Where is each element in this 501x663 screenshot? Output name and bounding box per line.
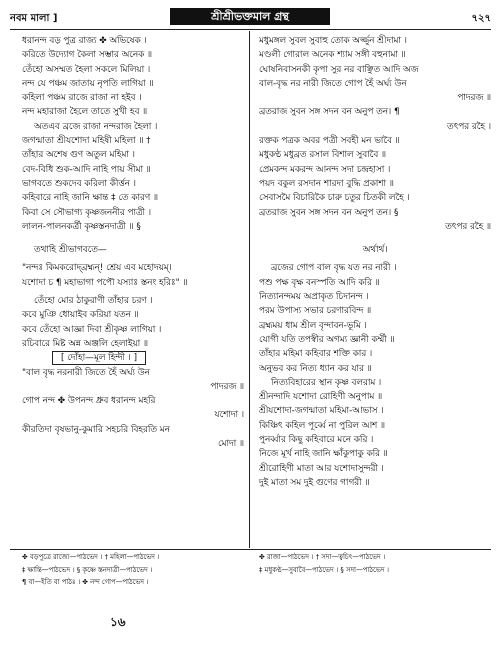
- doha-line: পয়দ বকুল রসদান শারদা বুদ্ধি প্রকাশা ॥: [259, 178, 394, 189]
- verse-line: যোগী যতি তপস্বীর অগম্য জ্ঞানী কর্ম্মী ॥: [259, 334, 395, 345]
- doha-line: সেবাসমৈ বিচারিকৈ চারু চতুর চিতকী লহৈ ।: [259, 193, 410, 204]
- doha-label: [ দোঁহা—মূল হিন্দী । ]: [52, 351, 146, 365]
- artha-heading: অর্থার্থ।: [362, 245, 388, 256]
- doha-line: মণ্ডলী গোরাল অনেক শ্যাম সঙ্গী বহুনামা ॥: [259, 50, 406, 61]
- verse-line: পরম উপাস্য সভার চরণারবিন্দ ॥: [259, 306, 372, 317]
- verse-line: তেঁহো মোর ঠাকুরাণী তাঁহার চরণ ।: [34, 296, 153, 307]
- verse-line: শ্রীরোহিণী মাতা আর যশোদাসুন্দরী ।: [259, 463, 384, 474]
- verse-line: ব্রজের গোপ বাল বৃদ্ধ যত নর নারী ।: [271, 263, 397, 274]
- book-title: শ্রীশ্রীভক্তমাল গ্রন্থ: [170, 8, 330, 25]
- doha-line: গোপ নন্দ ✤ উপনন্দ ধ্রুব ধরানন্দ মহরি: [22, 396, 156, 407]
- verse-line: তেঁহো অসম্মত হৈলা সকলে মিলিয়া ।: [22, 64, 151, 75]
- sloka-line: যশোদা চ ¶ মহাভাগা পপৌ যস্যাঃ স্তনং হরিঃ" ॥: [22, 277, 188, 288]
- chapter-label: নবম মালা ]: [10, 13, 58, 24]
- verse-line: নিত্যবিহারের স্থান কৃষ্ণ বলরাম ।: [271, 377, 382, 388]
- verse-line: তাঁহার অশেষ গুণ অতুল মহিমা ।: [22, 150, 135, 161]
- verse-line: পশু পক্ষ বৃক্ষ বনস্পতি আদি করি ॥: [259, 277, 380, 288]
- verse-line: নিজে মূর্খ নাহি জানি ক্ষাঁকুপাকু করি ॥: [259, 449, 388, 460]
- verse-line: কহিবারে নাহি জানি ক্ষান্ত ‡ তে কারণ ॥: [22, 193, 158, 204]
- running-header: [10, 8, 491, 26]
- verse-line: অতএব ব্রজে রাজা নন্দরাজ হৈলা ।: [34, 121, 158, 132]
- verse-line: শ্রীযশোদা-জগন্মাতা মহিমা-আভাস ।: [259, 406, 384, 417]
- sloka-line: "নন্দঃ কিমকরোদ্‌ব্রহ্মন্! শ্রেয় এব মহোদয়ম্।: [22, 263, 172, 274]
- verse-line: কিবা সে সৌভাগ্য কৃষ্ণজননীর পাত্রী ।: [22, 207, 151, 218]
- verse-line: ভাগবতে শুকদেব করিলা কীর্ত্তন ।: [22, 178, 136, 189]
- footnote-line: ¶ বা—ইতি বা পাঠঃ । ✤ নন্দ গোপ—পাঠভেদ ।: [22, 578, 149, 586]
- doha-line: মোদা ॥: [218, 439, 244, 450]
- doha-line: যশোদা ।: [214, 410, 244, 421]
- verse-line: ব্রহ্মময় ধাম শ্রীল বৃন্দাবন-ভূমি ।: [259, 320, 367, 331]
- verse-line: শ্রীনন্দাদি যশোদা রোহিণী অনুপাম ॥: [259, 392, 383, 403]
- doha-line: ব্রতরাজ সুবন সঙ্গ সদন বন অনুপ তন। §: [259, 207, 399, 218]
- signature-number: ১৬: [110, 615, 126, 629]
- footnote-rule: [10, 549, 491, 550]
- doha-line: পাদরজ ॥: [210, 381, 244, 392]
- verse-line: নন্দ যে পঞ্চম জাতায় নৃপতি লাগিয়া ॥: [22, 78, 154, 89]
- doha-line: "বাল বৃদ্ধ নরনারী জিতে হৈঁ অর্ঘ্য উন: [22, 367, 150, 378]
- verse-line: দুই মাতা সম দুই গুণের গাগরী ॥: [259, 477, 370, 488]
- footnote-line: ‡ মধুকণ্ঠ—সুবাবৈ—পাঠভেদ । § সদা—পাঠভেদ ।: [259, 565, 389, 574]
- verse-line: কবে তেঁহো আজ্ঞা দিবা শ্রীকৃষ্ণ লাগিয়া ।: [22, 324, 162, 335]
- footnote-line: ‡ ক্ষান্তি—পাঠভেদ । § কৃষ্ণে স্তনদাত্রী—পাঠভেদ ।: [22, 565, 153, 574]
- verse-line: লালন-পালনকর্ত্রী কৃষ্ণস্তনদাত্রী ॥ §: [22, 221, 141, 232]
- verse-line: রচিবারে মিষ্ট অন্ন অঞ্জলি হেলাইয়া ॥: [22, 338, 149, 349]
- doha-line: পাদরজ ॥: [457, 93, 491, 104]
- header-rule: [10, 29, 491, 30]
- verse-line: ধরানন্দ বড় পুত্র রাজ্য ✤ অভিষেক ।: [22, 36, 147, 46]
- doha-line: রক্তক পত্রক অবর পত্রী সবহী মন ভাবৈ ॥: [259, 136, 400, 147]
- doha-line: ব্রতরাজ সুবন সঙ্গ সদন বন অনুপ তন। ¶: [259, 107, 400, 118]
- left-column: [22, 34, 244, 451]
- citation-heading: তথাহি শ্রীভাগবতে—: [34, 245, 107, 256]
- doha-line: বাল-বৃদ্ধ নর নারী জিতে গোপ হৈঁ অর্ঘ্য উন: [259, 78, 407, 89]
- verse-line: কিঞ্চিৎ কহিল পূর্ব্বে না পুরিল আশ ॥: [259, 420, 386, 431]
- doha-line: তৎপর রহৈ ।: [446, 121, 491, 132]
- verse-line: কহিলা পঞ্চম রাজে রাজা না হইব ।: [22, 93, 142, 104]
- header-page-number: ৭২৭: [471, 13, 491, 24]
- verse-line: বেদ-বিধি শুক-আদি নাহি পায় সীমা ॥: [22, 164, 151, 175]
- verse-line: নন্দ মহারাজা হৈলে তাতে সুখী হব ॥: [22, 107, 148, 118]
- verse-line: করিতে উদ্যোগ কৈলা সম্ভার অনেক ॥: [22, 50, 153, 61]
- column-divider: [249, 31, 250, 548]
- doha-line: তৎপর রহৈ ॥: [445, 221, 491, 232]
- verse-line: অনুভব কর নিত্য ধ্যান কর যার ॥: [259, 363, 372, 374]
- doha-line: প্রেমকন্দ মকরন্দ আনন্দ সদা চন্দ্রহাসা ।: [259, 164, 391, 175]
- footnote-line: ✤ বড়পুত্রে রাজ্যে—পাঠভেদ । † মহিলা—পাঠভেদ ।: [22, 553, 160, 561]
- verse-line: পুনর্ব্বার কিছু কহিবারে মনে করি ।: [259, 435, 374, 446]
- verse-line: তাঁহার মহিমা কহিবার শক্তি কার ।: [259, 349, 373, 360]
- doha-line: কীরতিদা বৃষভানু-কুমারি সহচরি বিহরতি মন: [22, 424, 170, 435]
- doha-line: ঘোষনিবাসনকী কৃপা সুর নর বাঞ্ছিত আদি অজ: [259, 64, 419, 75]
- verse-line: কবে মুঞি ধোয়াইব করিয়া যতন ॥: [22, 310, 139, 321]
- footnotes-left: [22, 551, 244, 589]
- right-column: [259, 34, 491, 490]
- footnote-line: ✤ রাজা—পাঠভেদ । † সদা—ত্বচিৎ—পাঠভেদ ।: [259, 553, 386, 561]
- verse-line: জগন্মাতা শ্রীযশোদা মহিষী মহিলা ॥ †: [22, 136, 151, 147]
- footnotes-right: [259, 551, 491, 576]
- doha-line: মধুকণ্ঠ মধুব্রত রসাল বিশাল সুবাবৈ ॥: [259, 150, 387, 161]
- doha-line: মধুমঙ্গল সুবল সুবাহু তোক অর্জ্জুন শ্রীদামা ।: [259, 36, 407, 46]
- verse-line: নিত্যানন্দময় অপ্রাকৃত চিদানন্দ ।: [259, 292, 369, 303]
